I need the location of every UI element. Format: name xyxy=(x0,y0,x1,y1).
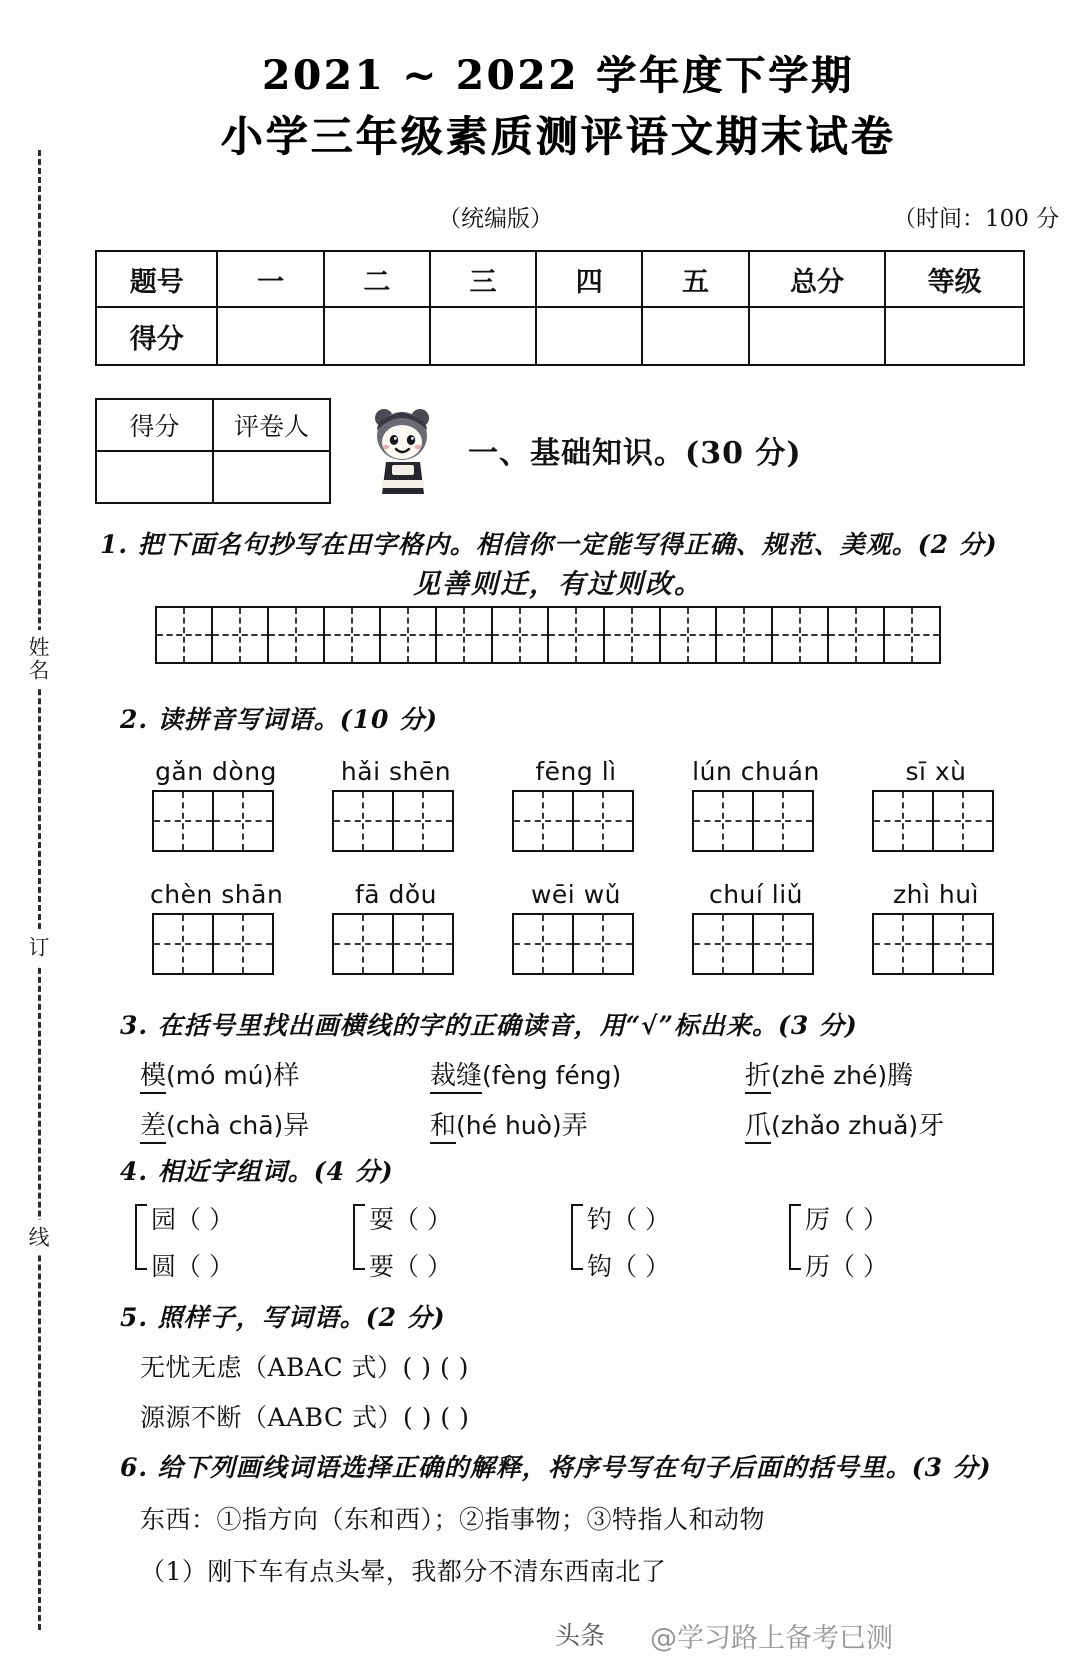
q3-item-6-char: 爪 xyxy=(745,1111,771,1144)
pair-brace xyxy=(353,1204,365,1270)
tianzige-cell[interactable] xyxy=(603,606,661,664)
q2-pinyin-4: lún chuán xyxy=(692,757,820,786)
q2-pinyin-7: fā dǒu xyxy=(354,880,438,909)
q3-item-2-char: 裁缝 xyxy=(430,1061,482,1094)
binding-label-bottom: 线 xyxy=(22,1220,54,1255)
tianzige-cell[interactable] xyxy=(323,606,381,664)
q4-pair-2-top[interactable]: 耍（ ） xyxy=(369,1205,452,1234)
q3-item-3-choices[interactable]: (zhē zhé) xyxy=(771,1061,888,1090)
score-table-row-label-1: 题号 xyxy=(96,251,217,307)
pair-brace xyxy=(571,1204,583,1270)
q3-item-3-post: 腾 xyxy=(887,1061,914,1091)
q2-pinyin-5: sī xù xyxy=(905,757,967,786)
question-3-text: 3. 在括号里找出画横线的字的正确读音，用“√”标出来。(3 分) xyxy=(120,1011,858,1040)
word-cell[interactable] xyxy=(692,790,754,852)
q4-pair-2-bottom[interactable]: 要（ ） xyxy=(369,1252,452,1281)
word-cell[interactable] xyxy=(212,913,274,975)
q3-item-6-post: 牙 xyxy=(918,1111,945,1141)
grader-table xyxy=(95,398,331,504)
word-cell[interactable] xyxy=(872,790,934,852)
q2-pinyin-3: fēng lì xyxy=(535,757,617,786)
q3-item-5[interactable] xyxy=(430,1105,588,1142)
headline-badge: 头条 xyxy=(555,1621,606,1650)
question-4-text: 4. 相近字组词。(4 分) xyxy=(120,1157,394,1186)
score-cell-1[interactable] xyxy=(217,307,323,365)
binding-margin xyxy=(0,0,78,1674)
q3-item-4-char: 差 xyxy=(140,1111,166,1144)
q3-item-4[interactable] xyxy=(140,1105,309,1142)
q2-wordgrid-2[interactable] xyxy=(332,790,454,852)
q6-item-1[interactable]: （1）刚下车有点头晕，我都分不清东西南北了 xyxy=(140,1557,667,1586)
q2-wordgrid-6[interactable] xyxy=(152,913,274,975)
q2-wordgrid-8[interactable] xyxy=(512,913,634,975)
q1-tianzige-row[interactable] xyxy=(155,606,941,664)
section-heading: 一、基础知识。(30 分) xyxy=(468,436,802,471)
q2-pinyin-6: chèn shān xyxy=(150,880,284,909)
grader-name-label: 评卷人 xyxy=(213,399,330,451)
binding-label-top: 姓名 xyxy=(22,630,54,688)
q2-pinyin-8: wēi wǔ xyxy=(530,880,621,909)
question-6-text: 6. 给下列画线词语选择正确的解释，将序号写在句子后面的括号里。(3 分) xyxy=(120,1453,992,1482)
grader-name-cell[interactable] xyxy=(213,451,330,503)
q2-pinyin-9: chuí liǔ xyxy=(708,880,804,909)
question-1-text: 1. 把下面名句抄写在田字格内。相信你一定能写得正确、规范、美观。(2 分) xyxy=(100,530,998,559)
q4-pair-3-top[interactable]: 钓（ ） xyxy=(587,1205,670,1234)
question-5-text: 5. 照样子，写词语。(2 分) xyxy=(120,1303,446,1332)
word-cell[interactable] xyxy=(392,913,454,975)
q3-item-4-post: 异 xyxy=(283,1111,310,1141)
q3-item-1-choices[interactable]: (mó mú) xyxy=(166,1061,274,1090)
q3-item-1-char: 模 xyxy=(140,1061,166,1094)
q3-item-3-char: 折 xyxy=(745,1061,771,1094)
title-line-1: 2021 ~ 2022 学年度下学期 xyxy=(262,52,854,99)
q2-wordgrid-7[interactable] xyxy=(332,913,454,975)
score-col-1: 一 xyxy=(217,251,323,307)
q3-item-2-choices[interactable]: (fèng féng) xyxy=(482,1061,622,1090)
q3-item-2[interactable] xyxy=(430,1055,621,1092)
q6-options: 东西：①指方向（东和西）；②指事物；③特指人和动物 xyxy=(140,1505,766,1534)
q3-item-6[interactable] xyxy=(745,1105,944,1142)
tianzige-cell[interactable] xyxy=(771,606,829,664)
word-cell[interactable] xyxy=(752,790,814,852)
q4-pair-4-top[interactable]: 厉（ ） xyxy=(805,1205,888,1234)
grader-value-row xyxy=(96,451,330,503)
question-1-quote: 见善则迁，有过则改。 xyxy=(413,569,703,600)
tianzige-cell[interactable] xyxy=(883,606,941,664)
word-cell[interactable] xyxy=(872,913,934,975)
word-cell[interactable] xyxy=(152,790,214,852)
score-col-5: 五 xyxy=(642,251,748,307)
tianzige-cell[interactable] xyxy=(547,606,605,664)
tianzige-cell[interactable] xyxy=(379,606,437,664)
q3-item-1-post: 样 xyxy=(273,1061,300,1091)
subtitle-row xyxy=(78,200,1068,238)
word-cell[interactable] xyxy=(332,790,394,852)
timing-label: （时间：100 分 xyxy=(893,206,1060,232)
q2-wordgrid-4[interactable] xyxy=(692,790,814,852)
word-cell[interactable] xyxy=(932,913,994,975)
score-table-value-row xyxy=(96,307,1024,365)
score-cell-grade[interactable] xyxy=(885,307,1024,365)
q3-item-1[interactable] xyxy=(140,1055,299,1092)
q2-wordgrid-9[interactable] xyxy=(692,913,814,975)
grader-score-cell[interactable] xyxy=(96,451,213,503)
score-cell-2[interactable] xyxy=(324,307,430,365)
tianzige-cell[interactable] xyxy=(155,606,213,664)
q2-pinyin-2: hǎi shēn xyxy=(340,757,452,786)
q3-item-5-char: 和 xyxy=(430,1111,456,1144)
q2-pinyin-10: zhì huì xyxy=(893,880,979,909)
q3-item-6-choices[interactable]: (zhǎo zhuǎ) xyxy=(771,1111,919,1140)
q2-wordgrid-3[interactable] xyxy=(512,790,634,852)
word-cell[interactable] xyxy=(932,790,994,852)
question-2-text: 2. 读拼音写词语。(10 分) xyxy=(120,705,438,734)
edition-label: （统编版） xyxy=(438,206,553,232)
q3-item-5-post: 弄 xyxy=(561,1111,588,1141)
q5-line-1[interactable]: 无忧无虑（ABAC 式）( ) ( ) xyxy=(140,1353,469,1382)
watermark-text: @学习路上备考已测 xyxy=(650,1623,893,1654)
tianzige-cell[interactable] xyxy=(715,606,773,664)
q2-wordgrid-10[interactable] xyxy=(872,913,994,975)
q3-item-4-choices[interactable]: (chà chā) xyxy=(166,1111,284,1140)
q4-pair-1-bottom[interactable]: 圆（ ） xyxy=(151,1252,234,1281)
tianzige-cell[interactable] xyxy=(659,606,717,664)
q3-item-5-choices[interactable]: (hé huò) xyxy=(456,1111,562,1140)
word-cell[interactable] xyxy=(212,790,274,852)
score-col-4: 四 xyxy=(536,251,642,307)
q4-pair-4-bottom[interactable]: 历（ ） xyxy=(805,1252,888,1281)
score-col-2: 二 xyxy=(324,251,430,307)
score-cell-4[interactable] xyxy=(536,307,642,365)
score-col-total: 总分 xyxy=(749,251,886,307)
q2-wordgrid-5[interactable] xyxy=(872,790,994,852)
word-cell[interactable] xyxy=(572,913,634,975)
q3-item-3[interactable] xyxy=(745,1055,913,1092)
word-cell[interactable] xyxy=(572,790,634,852)
score-table-row-label-2: 得分 xyxy=(96,307,217,365)
q4-pair-1-top[interactable]: 园（ ） xyxy=(151,1205,234,1234)
score-table xyxy=(95,250,1025,366)
page-title xyxy=(78,50,1038,166)
title-line-2: 小学三年级素质测评语文期末试卷 xyxy=(220,112,896,161)
tianzige-cell[interactable] xyxy=(211,606,269,664)
word-cell[interactable] xyxy=(392,790,454,852)
word-cell[interactable] xyxy=(752,913,814,975)
grader-score-label: 得分 xyxy=(96,399,213,451)
tianzige-cell[interactable] xyxy=(827,606,885,664)
girl-mascot-icon xyxy=(368,402,438,494)
score-table-header-row xyxy=(96,251,1024,307)
binding-label-mid: 订 xyxy=(22,930,54,965)
pair-brace xyxy=(135,1204,147,1270)
score-cell-3[interactable] xyxy=(430,307,536,365)
score-col-3: 三 xyxy=(430,251,536,307)
grader-header-row xyxy=(96,399,330,451)
word-cell[interactable] xyxy=(512,790,574,852)
binding-dashed-line xyxy=(38,150,41,1630)
score-col-grade: 等级 xyxy=(885,251,1024,307)
word-cell[interactable] xyxy=(332,913,394,975)
word-cell[interactable] xyxy=(512,913,574,975)
score-cell-5[interactable] xyxy=(642,307,748,365)
q2-pinyin-1: gǎn dòng xyxy=(155,757,277,786)
word-cell[interactable] xyxy=(152,913,214,975)
q4-pair-3-bottom[interactable]: 钩（ ） xyxy=(587,1252,670,1281)
q2-wordgrid-1[interactable] xyxy=(152,790,274,852)
q5-line-2[interactable]: 源源不断（AABC 式）( ) ( ) xyxy=(140,1403,470,1432)
pair-brace xyxy=(789,1204,801,1270)
score-cell-total[interactable] xyxy=(749,307,886,365)
tianzige-cell[interactable] xyxy=(267,606,325,664)
tianzige-cell[interactable] xyxy=(491,606,549,664)
tianzige-cell[interactable] xyxy=(435,606,493,664)
word-cell[interactable] xyxy=(692,913,754,975)
